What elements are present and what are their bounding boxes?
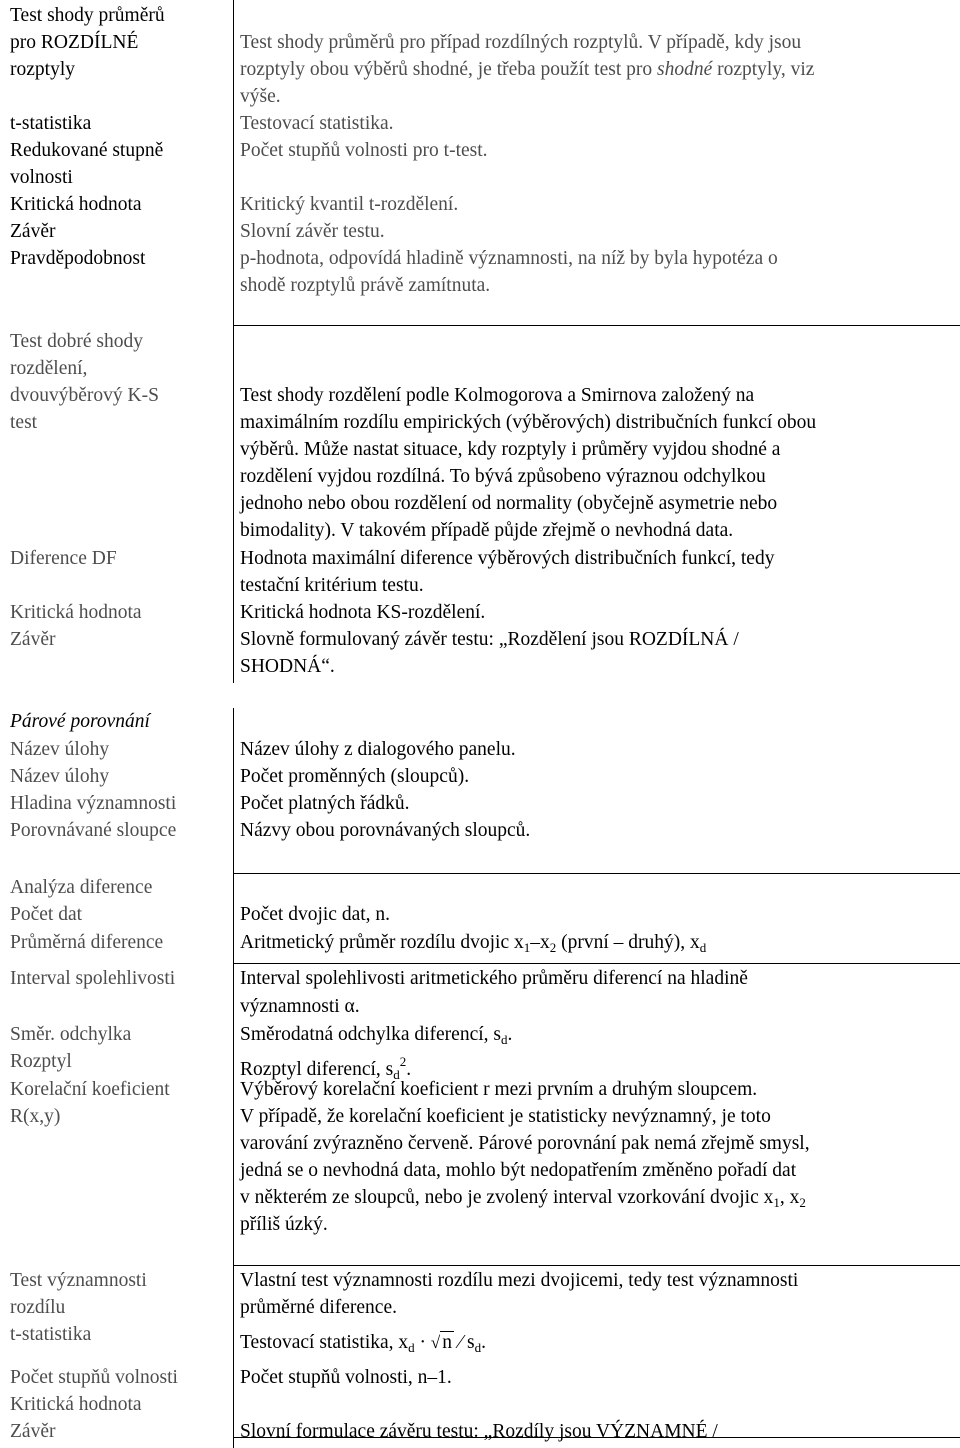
description-text: Výběrový korelační koeficient r mezi prvním a druhým sloupcem. (240, 1079, 758, 1100)
description-text: rozdělení vyjdou rozdílná. To bývá způsobeno výraznou odchylkou (240, 466, 766, 487)
description-text: Počet stupňů volnosti, n–1. (240, 1367, 452, 1388)
term-label: Průměrná diference (10, 932, 164, 953)
term-label: Pravděpodobnost (10, 248, 146, 269)
column-divider (233, 0, 234, 683)
term-label: test (10, 412, 38, 433)
description-text: Testovací statistika. (240, 113, 394, 134)
description-text: Aritmetický průměr rozdílu dvojic $x_1-x_2$ (první – druhý), $x_d$ (240, 932, 707, 955)
term-label: Směr. odchylka (10, 1024, 132, 1045)
description-text: Kritická hodnota KS-rozdělení. (240, 602, 486, 623)
term-label: Závěr (10, 221, 56, 242)
term-label: dvouvýběrový K-S (10, 385, 159, 406)
description-text: Interval spolehlivosti aritmetického průměru diferencí na hladině (240, 968, 748, 989)
description-text: Počet dvojic dat, n. (240, 904, 391, 925)
term-label: Analýza diference (10, 877, 153, 898)
term-label: R(x,y) (10, 1106, 61, 1127)
term-label: rozdílu (10, 1297, 66, 1318)
term-label: Porovnávané sloupce (10, 820, 177, 841)
description-text: příliš úzký. (240, 1214, 328, 1235)
column-divider (233, 708, 234, 1448)
term-label: Počet dat (10, 904, 83, 925)
description-text: Slovní formulace závěru testu: „Rozdíly jsou VÝZNAMNÉ / (240, 1421, 718, 1442)
description-text: výběrů. Může nastat situace, kdy rozptyly i průměry vyjdou shodné a (240, 439, 781, 460)
description-text: varování zvýrazněno červeně. Párové porovnání pak nemá zřejmě smysl, (240, 1133, 810, 1154)
description-text: V případě, že korelační koeficient je statisticky nevýznamný, je toto (240, 1106, 771, 1127)
term-label: Test shody průměrů (10, 5, 165, 26)
term-label: Hladina významnosti (10, 793, 177, 814)
term-label: Diference DF (10, 548, 117, 569)
term-label: Závěr (10, 629, 56, 650)
term-label: Interval spolehlivosti (10, 968, 176, 989)
description-text: Počet stupňů volnosti pro t-test. (240, 140, 488, 161)
term-label: t-statistika (10, 113, 92, 134)
description-text: Počet proměnných (sloupců). (240, 766, 470, 787)
description-text: SHODNÁ“. (240, 656, 335, 677)
description-text: Slovně formulovaný závěr testu: „Rozdělení jsou ROZDÍLNÁ / (240, 629, 739, 650)
row-divider (233, 963, 960, 964)
description-text: významnosti α. (240, 996, 360, 1017)
description-text: v některém ze sloupců, nebo je zvolený interval vzorkování dvojic $x_1$, $x_2$ (240, 1187, 806, 1210)
description-text: Test shody rozdělení podle Kolmogorova a Smirnova založený na (240, 385, 755, 406)
term-label: Test dobré shody (10, 331, 143, 352)
term-label: rozdělení, (10, 358, 88, 379)
description-text: Slovní závěr testu. (240, 221, 385, 242)
row-divider (233, 1265, 960, 1266)
description-text: Směrodatná odchylka diferencí, $s_d$. (240, 1024, 513, 1047)
test-statistic-formula: Testovací statistika, $x_d$ · √ n ⁄ $s_d$. (240, 1332, 486, 1355)
section-heading: Párové porovnání (10, 711, 150, 732)
description-text: p-hodnota, odpovídá hladině významnosti, na níž by byla hypotéza o (240, 248, 778, 269)
description-text: Názvy obou porovnávaných sloupců. (240, 820, 531, 841)
term-label: rozptyly (10, 59, 75, 80)
description-text: jedná se o nevhodná data, mohlo být nedopatřením změněno pořadí dat (240, 1160, 797, 1181)
description-text: Hodnota maximální diference výběrových distribučních funkcí, tedy (240, 548, 775, 569)
term-label: Test významnosti (10, 1270, 147, 1291)
term-label: Název úlohy (10, 766, 110, 787)
term-label: Kritická hodnota (10, 1394, 142, 1415)
description-text: Název úlohy z dialogového panelu. (240, 739, 516, 760)
description-text: Test shody průměrů pro případ rozdílných rozptylů. V případě, kdy jsou (240, 32, 802, 53)
description-text: maximálním rozdílu empirických (výběrových) distribučních funkcí obou (240, 412, 817, 433)
description-text: bimodality). V takovém případě půjde zřejmě o nevhodná data. (240, 520, 734, 541)
term-label: Rozptyl (10, 1051, 72, 1072)
term-label: Kritická hodnota (10, 602, 142, 623)
description-text: shodě rozptylů právě zamítnuta. (240, 275, 491, 296)
term-label: Redukované stupně (10, 140, 164, 161)
term-label: Závěr (10, 1421, 56, 1442)
description-text: Kritický kvantil t-rozdělení. (240, 194, 459, 215)
description-text: Rozptyl diferencí, $s_d^2$. (240, 1054, 412, 1082)
term-label: volnosti (10, 167, 73, 188)
row-divider (233, 873, 960, 874)
description-text: testační kritérium testu. (240, 575, 424, 596)
term-label: Kritická hodnota (10, 194, 142, 215)
description-text: průměrné diference. (240, 1297, 397, 1318)
description-text: jednoho nebo obou rozdělení od normality (obyčejně asymetrie nebo (240, 493, 778, 514)
term-label: pro ROZDÍLNÉ (10, 32, 139, 53)
term-label: Název úlohy (10, 739, 110, 760)
description-text: Vlastní test významnosti rozdílu mezi dvojicemi, tedy test významnosti (240, 1270, 799, 1291)
term-label: Korelační koeficient (10, 1079, 170, 1100)
description-text: výše. (240, 86, 281, 107)
term-label: Počet stupňů volnosti (10, 1367, 178, 1388)
term-label: t-statistika (10, 1324, 92, 1345)
description-text: Počet platných řádků. (240, 793, 410, 814)
description-text: rozptyly obou výběrů shodné, je třeba použít test pro shodné rozptyly, viz (240, 59, 815, 80)
row-divider (233, 325, 960, 326)
